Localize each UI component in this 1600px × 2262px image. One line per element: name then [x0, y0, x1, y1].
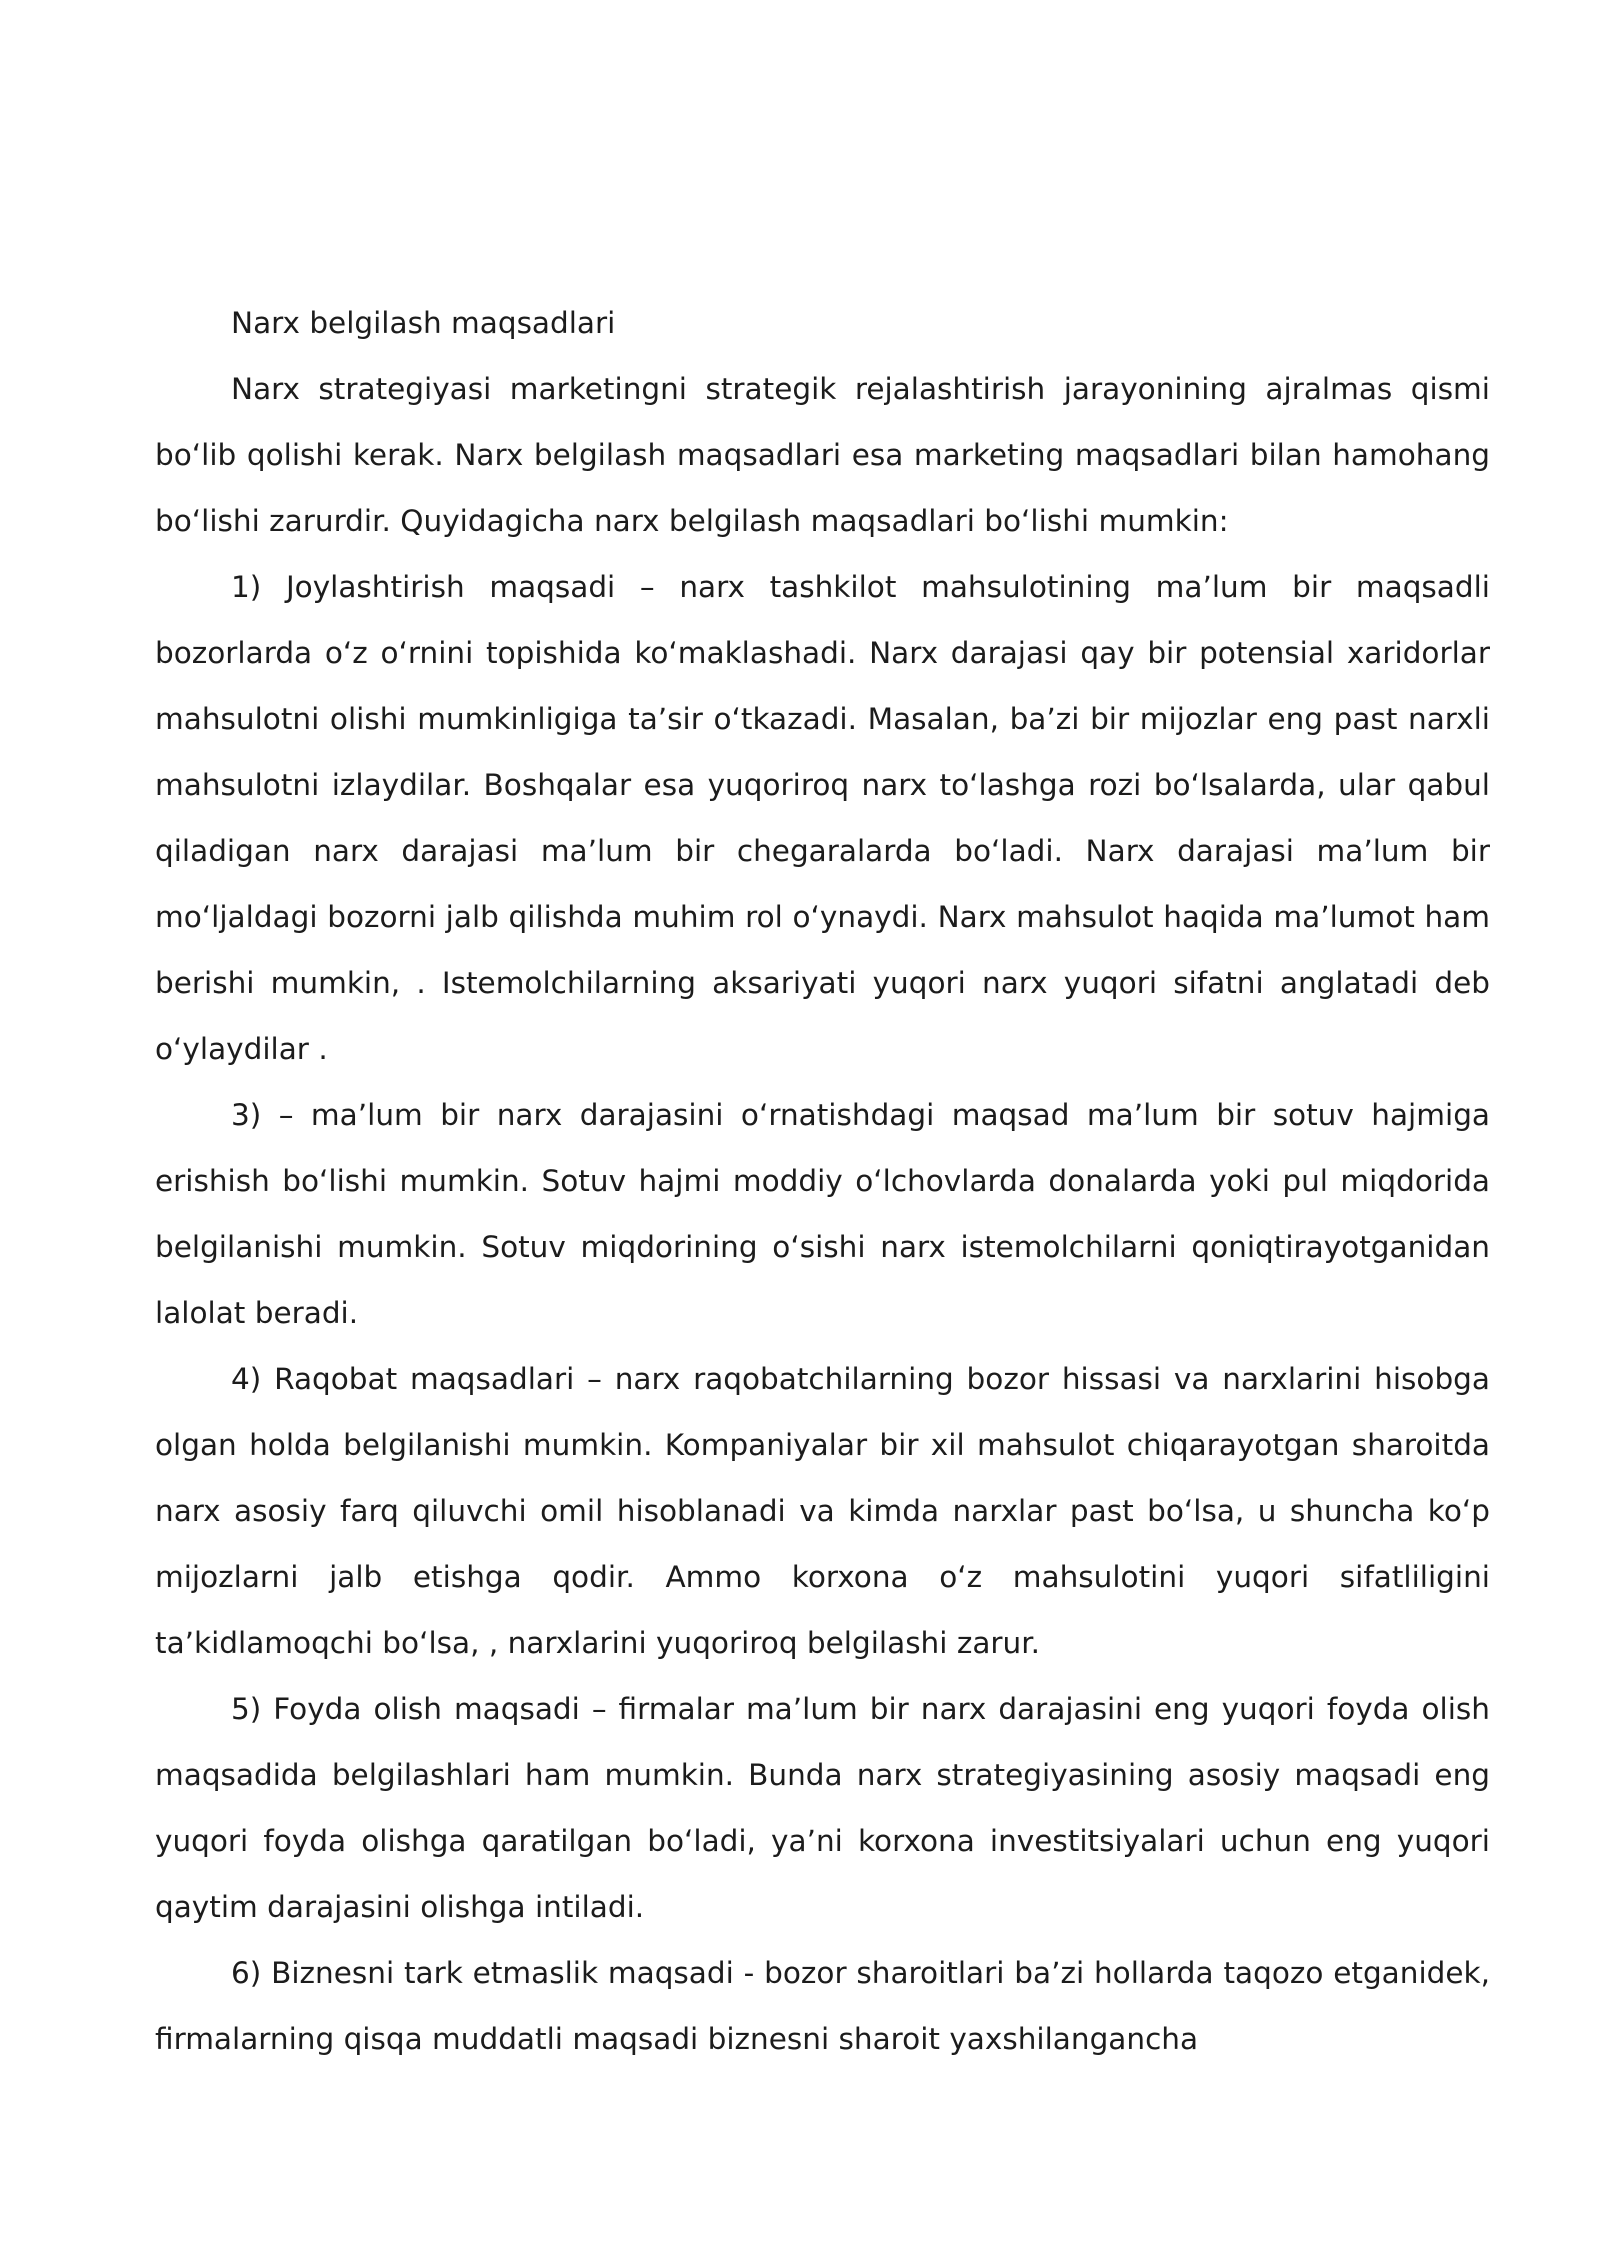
paragraph-competition-goal: 4) Raqobat maqsadlari – narx raqobatchilarning bozor hissasi va narxlarini hisobga olgan holda belgilanishi mumkin. Kompaniyalar bir xil mahsulot chiqarayotgan sharoitda narx asosiy farq qiluvchi omil hisoblanadi va kimda narxlar past bo‘lsa, u shuncha ko‘p mijozlarni jalb etishga qodir. Ammo korxona o‘z mahsulotini yuqori sifatliligini ta’kidlamoqchi bo‘lsa, , narxlarini yuqoriroq belgilashi zarur. [155, 1362, 1490, 1660]
paragraph-positioning-goal: 1) Joylashtirish maqsadi – narx tashkilot mahsulotining ma’lum bir maqsadli bozorlarda o‘z o‘rnini topishida ko‘maklashadi. Narx darajasi qay bir potensial xaridorlar mahsulotni olishi mumkinligiga ta’sir o‘tkazadi. Masalan, ba’zi bir mijozlar eng past narxli mahsulotni izlaydilar. Boshqalar esa yuqoriroq narx to‘lashga rozi bo‘lsalarda, ular qabul qiladigan narx darajasi ma’lum bir chegaralarda bo‘ladi. Narx darajasi ma’lum bir mo‘ljaldagi bozorni jalb qilishda muhim rol o‘ynaydi. Narx mahsulot haqida ma’lumot ham berishi mumkin, . Istemolchilarning aksariyati yuqori narx yuqori sifatni anglatadi deb o‘ylaydilar . [155, 570, 1490, 1066]
paragraph-sales-volume-goal: 3) – ma’lum bir narx darajasini o‘rnatishdagi maqsad ma’lum bir sotuv hajmiga erishish bo‘lishi mumkin. Sotuv hajmi moddiy o‘lchovlarda donalarda yoki pul miqdorida belgilanishi mumkin. Sotuv miqdorining o‘sishi narx istemolchilarni qoniqtirayotganidan lalolat beradi. [155, 1098, 1490, 1330]
section-heading: Narx belgilash maqsadlari [231, 306, 616, 340]
paragraph-profit-goal: 5) Foyda olish maqsadi – firmalar ma’lum bir narx darajasini eng yuqori foyda olish maqsadida belgilashlari ham mumkin. Bunda narx strategiyasining asosiy maqsadi eng yuqori foyda olishga qaratilgan bo‘ladi, ya’ni korxona investitsiyalari uchun eng yuqori qaytim darajasini olishga intiladi. [155, 1692, 1490, 1924]
paragraph-intro: Narx strategiyasi marketingni strategik rejalashtirish jarayonining ajralmas qismi bo‘lib qolishi kerak. Narx belgilash maqsadlari esa marketing maqsadlari bilan hamohang bo‘lishi zarurdir. Quyidagicha narx belgilash maqsadlari bo‘lishi mumkin: [155, 372, 1490, 538]
document-body [155, 290, 1490, 2072]
paragraph-business-survival-goal: 6) Biznesni tark etmaslik maqsadi - bozor sharoitlari ba’zi hollarda taqozo etganidek, firmalarning qisqa muddatli maqsadi biznesni sharoit yaxshilangancha [155, 1956, 1490, 2056]
